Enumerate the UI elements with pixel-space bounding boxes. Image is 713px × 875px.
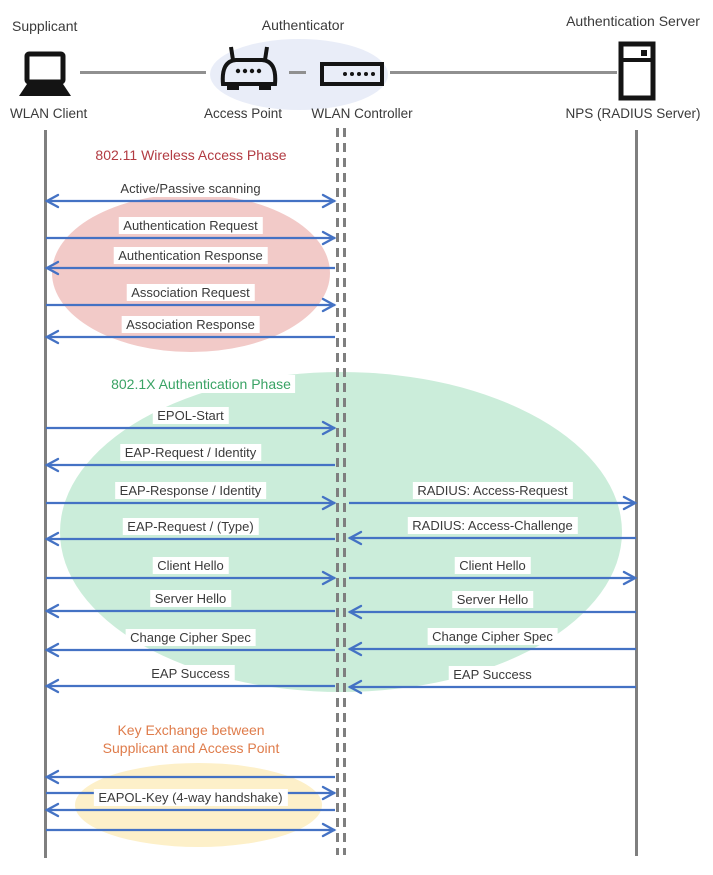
role-label-authentication-server: Authentication Server: [566, 13, 700, 29]
connector-controller-server: [390, 71, 617, 74]
message-label: Change Cipher Spec: [125, 629, 256, 646]
phase-key-exchange-title: [99, 721, 284, 757]
message-arrow: [45, 822, 336, 838]
message-label: Client Hello: [152, 557, 228, 574]
access-point-icon: [218, 44, 280, 96]
role-label-supplicant: Supplicant: [12, 18, 78, 34]
message-label: Association Request: [126, 284, 255, 301]
message-label: Client Hello: [454, 557, 530, 574]
message-label: RADIUS: Access-Request: [412, 482, 572, 499]
message-arrow: [45, 769, 336, 785]
connector-ap-controller: [289, 71, 306, 74]
message-label: EAPOL-Key (4-way handshake): [93, 789, 287, 806]
message-label: EPOL-Start: [152, 407, 228, 424]
wlan-controller-icon: [320, 62, 384, 86]
server-icon: [618, 41, 656, 101]
device-label-nps: NPS (RADIUS Server): [565, 106, 701, 121]
laptop-icon: [12, 51, 78, 101]
lifeline-wlan-controller-dashed-1: [336, 128, 339, 855]
message-label: Authentication Response: [113, 247, 268, 264]
phase-8021x-title: 802.1X Authentication Phase: [107, 375, 295, 393]
connector-client-ap: [80, 71, 206, 74]
message-label: EAP-Request / (Type): [122, 518, 258, 535]
lifeline-wlan-controller-dashed-2: [343, 128, 346, 855]
message-label: EAP-Response / Identity: [115, 482, 267, 499]
message-label: Change Cipher Spec: [427, 628, 558, 645]
lifeline-nps: [635, 130, 638, 856]
phase-key-exchange-title-line1: Key Exchange between: [117, 722, 265, 738]
phase-80211-title: 802.11 Wireless Access Phase: [91, 146, 290, 164]
device-label-wlan-controller: WLAN Controller: [311, 106, 413, 121]
message-label: EAP-Request / Identity: [120, 444, 262, 461]
message-label: RADIUS: Access-Challenge: [407, 517, 577, 534]
role-label-authenticator: Authenticator: [261, 17, 345, 33]
message-label: EAP Success: [146, 665, 235, 682]
device-label-wlan-client: WLAN Client: [10, 106, 88, 121]
message-label: EAP Success: [448, 666, 537, 683]
message-label: Active/Passive scanning: [115, 180, 265, 197]
message-label: Association Response: [121, 316, 260, 333]
message-label: Authentication Request: [118, 217, 262, 234]
message-label: Server Hello: [452, 591, 534, 608]
message-label: Server Hello: [150, 590, 232, 607]
phase-key-exchange-title-line2: Supplicant and Access Point: [102, 740, 280, 756]
device-label-access-point: Access Point: [203, 106, 283, 121]
